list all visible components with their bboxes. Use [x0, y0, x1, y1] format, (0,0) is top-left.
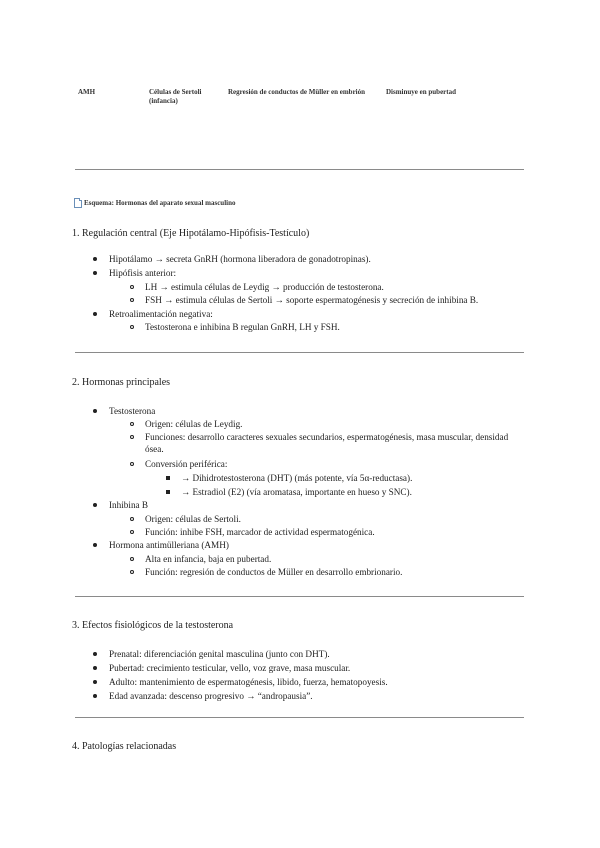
bullet-circle: [130, 462, 134, 466]
bullet-circle: [130, 557, 134, 561]
bullet-square: [166, 476, 170, 480]
table-cell-origin: Células de Sertoli (infancia): [149, 88, 202, 105]
bullet-circle: [130, 422, 134, 426]
document-icon: [74, 198, 82, 208]
table-cell-hormone: AMH: [78, 88, 96, 96]
list-item: Inhibina B: [109, 500, 149, 510]
hormone-table-row: [78, 88, 538, 114]
bullet-disc: [93, 312, 97, 316]
list-item: Funciones: desarrollo caracteres sexuales secundarios, espermatogénesis, masa muscular, densidad ósea.: [145, 432, 509, 454]
bullet-square: [166, 490, 170, 494]
bullet-circle: [130, 285, 134, 289]
list-item: Hipófisis anterior:: [109, 268, 177, 278]
bullet-disc: [93, 503, 97, 507]
bullet-disc: [93, 680, 97, 684]
table-cell-function: Regresión de conductos de Müller en embrión: [228, 88, 366, 96]
bullet-circle: [130, 325, 134, 329]
list-item: Retroalimentación negativa:: [109, 309, 213, 319]
list-item: Alta en infancia, baja en pubertad.: [145, 554, 272, 564]
bullet-disc: [93, 271, 97, 275]
scheme-heading: [74, 198, 235, 208]
section-1-title: 1. Regulación central (Eje Hipotálamo-Hipófisis-Testículo): [72, 228, 310, 239]
divider: [75, 169, 524, 170]
divider: [75, 717, 524, 718]
list-item: Prenatal: diferenciación genital masculina (junto con DHT).: [109, 649, 330, 659]
bullet-disc: [93, 409, 97, 413]
bullet-circle: [130, 298, 134, 302]
list-item: Testosterona: [109, 406, 156, 416]
list-item: Pubertad: crecimiento testicular, vello, voz grave, masa muscular.: [109, 663, 351, 673]
bullet-disc: [93, 652, 97, 656]
list-item: Testosterona e inhibina B regulan GnRH, LH y FSH.: [145, 322, 340, 332]
section-4-title: 4. Patologías relacionadas: [72, 741, 177, 752]
list-item: → Dihidrotestosterona (DHT) (más potente, vía 5α-reductasa).: [181, 473, 413, 483]
section-3-title: 3. Efectos fisiológicos de la testosterona: [72, 620, 234, 631]
list-item: LH → estimula células de Leydig → producción de testosterona.: [145, 282, 384, 292]
table-cell-note: Disminuye en pubertad: [386, 88, 457, 96]
bullet-disc: [93, 543, 97, 547]
list-item: Función: regresión de conductos de Müller en desarrollo embrionario.: [145, 567, 403, 577]
divider: [75, 596, 524, 597]
section-2-title: 2. Hormonas principales: [72, 377, 171, 388]
scheme-title: Esquema: Hormonas del aparato sexual masculino: [84, 199, 236, 207]
bullet-circle: [130, 570, 134, 574]
bullet-circle: [130, 517, 134, 521]
list-item: Hormona antimülleriana (AMH): [109, 540, 229, 550]
list-item: Edad avanzada: descenso progresivo → “andropausia”.: [109, 691, 313, 701]
bullet-disc: [93, 694, 97, 698]
bullet-circle: [130, 530, 134, 534]
list-item: Adulto: mantenimiento de espermatogénesis, libido, fuerza, hematopoyesis.: [109, 677, 388, 687]
bullet-disc: [93, 666, 97, 670]
list-item: → Estradiol (E2) (vía aromatasa, importante en hueso y SNC).: [181, 487, 412, 497]
list-item: FSH → estimula células de Sertoli → soporte espermatogénesis y secreción de inhibina B.: [145, 295, 479, 305]
bullet-disc: [93, 257, 97, 261]
list-item: Conversión periférica:: [145, 459, 228, 469]
divider: [75, 352, 524, 353]
list-item: Hipotálamo → secreta GnRH (hormona liberadora de gonadotropinas).: [109, 254, 371, 264]
list-item: Función: inhibe FSH, marcador de actividad espermatogénica.: [145, 527, 375, 537]
list-item: Origen: células de Leydig.: [145, 419, 243, 429]
bullet-circle: [130, 435, 134, 439]
list-item: Origen: células de Sertoli.: [145, 514, 241, 524]
